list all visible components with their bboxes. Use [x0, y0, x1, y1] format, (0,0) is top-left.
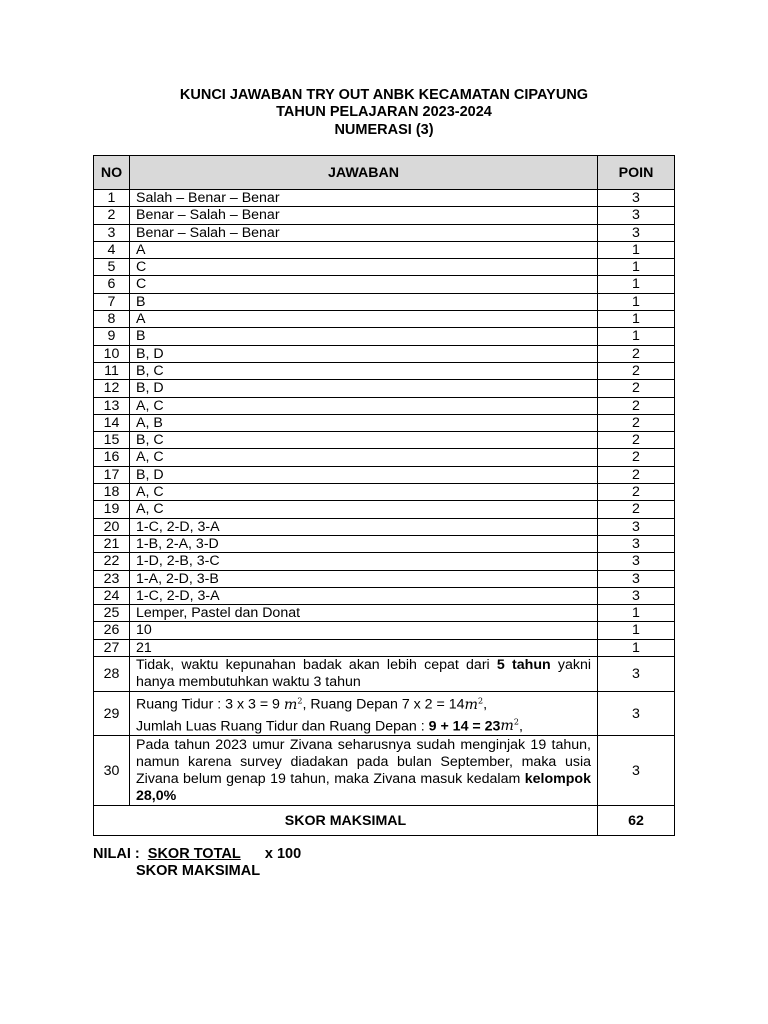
unit-square-meter	[284, 697, 303, 713]
row-points: 2	[598, 501, 675, 518]
table-row	[94, 414, 675, 431]
row-number: 5	[94, 259, 130, 276]
row-answer: B, C	[130, 362, 598, 379]
table-row	[94, 328, 675, 345]
row-points: 2	[598, 484, 675, 501]
table-row	[94, 518, 675, 535]
row-points: 3	[598, 570, 675, 587]
total-row	[94, 806, 675, 836]
row-answer: Lemper, Pastel dan Donat	[130, 605, 598, 622]
formula-denominator: SKOR MAKSIMAL	[136, 863, 261, 879]
table-row	[94, 259, 675, 276]
header-no: NO	[94, 156, 130, 190]
table-body	[94, 190, 675, 836]
row-points: 3	[598, 207, 675, 224]
row-number: 6	[94, 276, 130, 293]
answer-line-2	[136, 714, 591, 736]
unit-symbol: m	[464, 696, 478, 713]
total-label: SKOR MAKSIMAL	[94, 806, 598, 836]
row-answer: B, D	[130, 345, 598, 362]
table-row-28	[94, 657, 675, 692]
row-number: 15	[94, 432, 130, 449]
table-row	[94, 207, 675, 224]
formula-multiplier: x 100	[264, 846, 302, 862]
row-number: 17	[94, 466, 130, 483]
table-row	[94, 224, 675, 241]
row-points: 2	[598, 449, 675, 466]
header-answer: JAWABAN	[130, 156, 598, 190]
table-row	[94, 639, 675, 656]
table-row	[94, 241, 675, 258]
title-line-3: NUMERASI (3)	[334, 121, 434, 138]
row-number: 23	[94, 570, 130, 587]
row-points: 3	[598, 587, 675, 604]
row-answer: C	[130, 276, 598, 293]
table-header-row	[94, 156, 675, 190]
row-points: 1	[598, 276, 675, 293]
unit-square-meter	[465, 697, 484, 713]
unit-exponent: 2	[513, 717, 519, 727]
answer-key-table	[93, 155, 675, 836]
row-points: 3	[598, 518, 675, 535]
row-points: 3	[598, 657, 675, 692]
row-number: 18	[94, 484, 130, 501]
formula-numerator: SKOR TOTAL	[147, 846, 241, 862]
row-number: 7	[94, 293, 130, 310]
formula-line-1	[93, 846, 301, 863]
unit-exponent: 2	[297, 696, 303, 706]
table-row	[94, 466, 675, 483]
row-number: 10	[94, 345, 130, 362]
row-number: 21	[94, 535, 130, 552]
table-row	[94, 397, 675, 414]
row-points: 3	[598, 553, 675, 570]
title-line-2: TAHUN PELAJARAN 2023-2024	[276, 104, 492, 121]
score-formula	[93, 846, 301, 880]
answer-emphasis: 9 + 14 = 23	[428, 718, 501, 735]
row-answer: A	[130, 311, 598, 328]
row-answer: Benar – Salah – Benar	[130, 207, 598, 224]
row-number: 3	[94, 224, 130, 241]
unit-symbol: m	[283, 696, 298, 713]
answer-text: Jumlah Luas Ruang Tidur dan Ruang Depan :	[136, 718, 429, 735]
table-row	[94, 432, 675, 449]
row-answer: A, C	[130, 501, 598, 518]
row-answer	[130, 692, 598, 736]
row-answer: 1-D, 2-B, 3-C	[130, 553, 598, 570]
table-row	[94, 293, 675, 310]
row-answer: A, C	[130, 449, 598, 466]
answer-text: Tidak, waktu kepunahan badak akan lebih cepat dari	[136, 657, 497, 674]
row-number: 27	[94, 639, 130, 656]
row-answer: 21	[130, 639, 598, 656]
title-line-1: KUNCI JAWABAN TRY OUT ANBK KECAMATAN CIPAYUNG	[179, 87, 589, 103]
row-number: 1	[94, 190, 130, 207]
row-number: 11	[94, 362, 130, 379]
row-number: 14	[94, 414, 130, 431]
table-row	[94, 362, 675, 379]
row-points: 1	[598, 311, 675, 328]
table-row	[94, 484, 675, 501]
answer-emphasis: kelompok 28,0%	[136, 770, 591, 804]
row-points: 2	[598, 380, 675, 397]
row-number: 28	[94, 657, 130, 692]
row-points: 2	[598, 466, 675, 483]
answer-text: ,	[518, 718, 523, 735]
table-row-29	[94, 692, 675, 736]
row-points: 1	[598, 605, 675, 622]
answer-text-continued: yakni hanya membutuhkan waktu 3 tahun	[136, 657, 591, 691]
row-answer	[130, 736, 598, 806]
answer-line-1	[136, 692, 591, 714]
row-number: 25	[94, 605, 130, 622]
unit-symbol: m	[500, 718, 514, 735]
table-row	[94, 276, 675, 293]
total-value: 62	[598, 806, 675, 836]
row-answer: C	[130, 259, 598, 276]
row-number: 9	[94, 328, 130, 345]
document-title-block	[0, 87, 768, 139]
row-points: 1	[598, 328, 675, 345]
row-points: 3	[598, 535, 675, 552]
table-row-30	[94, 736, 675, 806]
answer-text: , Ruang Depan 7 x 2 = 14	[302, 696, 465, 713]
table-row	[94, 535, 675, 552]
row-number: 2	[94, 207, 130, 224]
table-row	[94, 311, 675, 328]
header-points: POIN	[598, 156, 675, 190]
row-points: 2	[598, 345, 675, 362]
row-points: 2	[598, 414, 675, 431]
row-answer: Benar – Salah – Benar	[130, 224, 598, 241]
row-answer: 1-B, 2-A, 3-D	[130, 535, 598, 552]
row-points: 3	[598, 736, 675, 806]
table-row	[94, 570, 675, 587]
table-row	[94, 587, 675, 604]
row-points: 1	[598, 639, 675, 656]
row-points: 1	[598, 622, 675, 639]
row-answer: A	[130, 241, 598, 258]
row-number: 26	[94, 622, 130, 639]
row-answer: 10	[130, 622, 598, 639]
unit-square-meter	[500, 718, 519, 734]
row-points: 2	[598, 397, 675, 414]
formula-label: NILAI :	[93, 846, 140, 862]
row-number: 29	[94, 692, 130, 736]
row-number: 19	[94, 501, 130, 518]
answer-emphasis: 5 tahun	[496, 657, 551, 674]
row-number: 22	[94, 553, 130, 570]
unit-exponent: 2	[478, 696, 484, 706]
answer-text: Ruang Tidur : 3 x 3 = 9	[136, 696, 284, 713]
row-answer: 1-C, 2-D, 3-A	[130, 518, 598, 535]
row-points: 2	[598, 362, 675, 379]
table-row	[94, 449, 675, 466]
row-points: 3	[598, 224, 675, 241]
row-answer	[130, 657, 598, 692]
row-answer: B	[130, 328, 598, 345]
table-row	[94, 501, 675, 518]
row-number: 20	[94, 518, 130, 535]
table-row	[94, 345, 675, 362]
answer-text: Pada tahun 2023 umur Zivana seharusnya sudah menginjak 19 tahun, namun karena survey diadakan pada bulan September, maka usia Zivana belum genap 19 tahun, maka Zivana masuk kedalam	[136, 736, 591, 787]
row-number: 13	[94, 397, 130, 414]
row-points: 1	[598, 241, 675, 258]
table-row	[94, 605, 675, 622]
row-answer: B, C	[130, 432, 598, 449]
row-points: 3	[598, 692, 675, 736]
table-row	[94, 380, 675, 397]
row-answer: A, B	[130, 414, 598, 431]
row-number: 4	[94, 241, 130, 258]
row-number: 24	[94, 587, 130, 604]
row-number: 12	[94, 380, 130, 397]
row-answer: A, C	[130, 397, 598, 414]
row-answer: B	[130, 293, 598, 310]
row-number: 16	[94, 449, 130, 466]
row-answer: 1-C, 2-D, 3-A	[130, 587, 598, 604]
table-row	[94, 190, 675, 207]
row-answer: B, D	[130, 380, 598, 397]
row-number: 8	[94, 311, 130, 328]
row-points: 1	[598, 293, 675, 310]
table-row	[94, 553, 675, 570]
row-answer: Salah – Benar – Benar	[130, 190, 598, 207]
table-row	[94, 622, 675, 639]
row-points: 3	[598, 190, 675, 207]
row-answer: B, D	[130, 466, 598, 483]
answer-text: ,	[483, 696, 488, 713]
row-answer: A, C	[130, 484, 598, 501]
row-answer: 1-A, 2-D, 3-B	[130, 570, 598, 587]
row-points: 1	[598, 259, 675, 276]
row-number: 30	[94, 736, 130, 806]
row-points: 2	[598, 432, 675, 449]
